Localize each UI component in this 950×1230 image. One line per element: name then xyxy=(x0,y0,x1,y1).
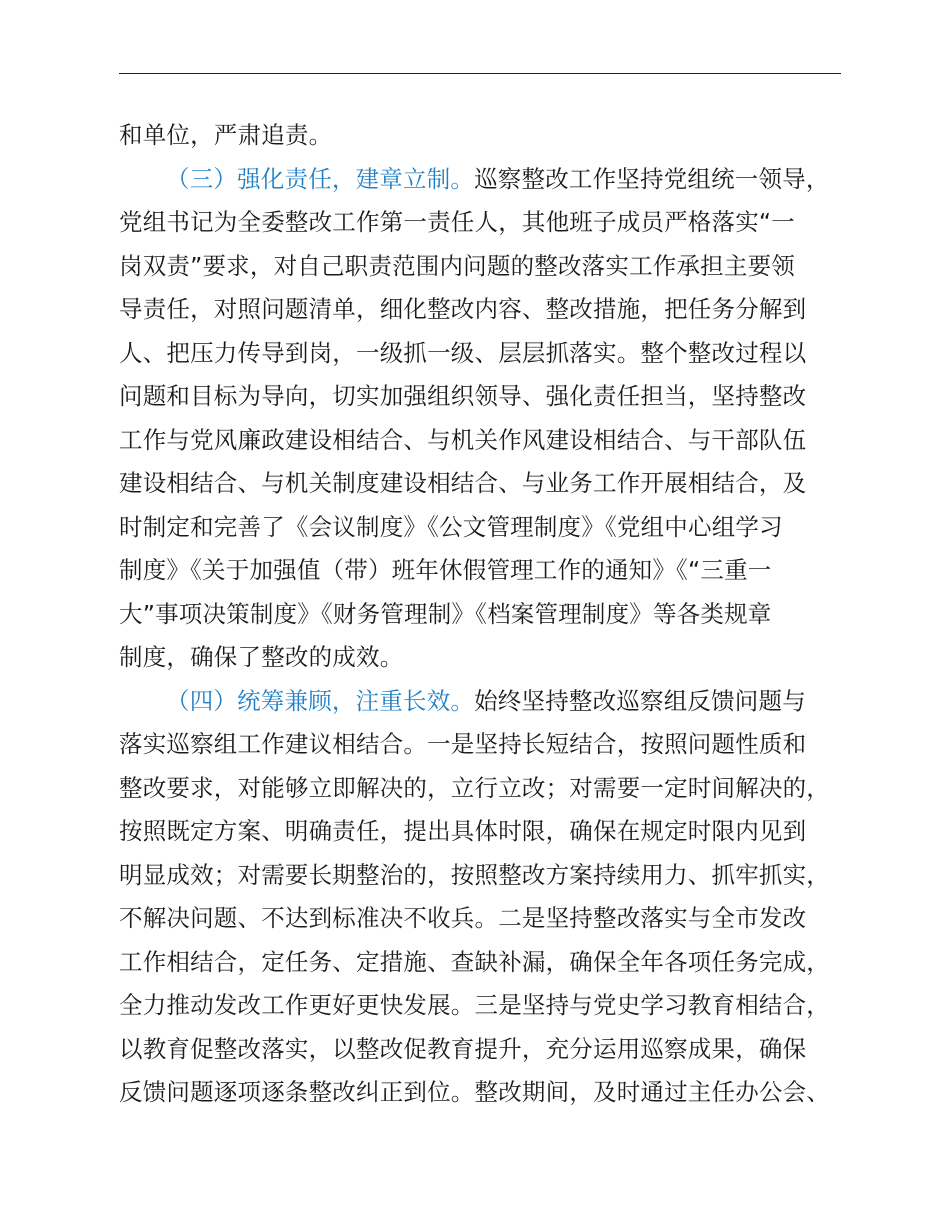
text-line: 党组书记为全委整改工作第一责任人，其他班子成员严格落实“一 xyxy=(119,208,795,236)
text-line: 人、把压力传导到岗，一级抓一级、层层抓落实。整个整改过程以 xyxy=(119,338,807,367)
text-line: 建设相结合、与机关制度建设相结合、与业务工作开展相结合，及 xyxy=(119,469,807,497)
text-line: 不解决问题、不达到标准决不收兵。二是坚持整改落实与全市发改 xyxy=(119,904,807,932)
paragraph-line xyxy=(119,158,859,202)
text-line: 大”事项决策制度》《财务管理制》《档案管理制度》等各类规章 xyxy=(119,599,772,628)
text-line: 全力推动发改工作更好更快发展。三是坚持与党史学习教育相结合， xyxy=(119,991,830,1019)
text-line: 和单位，严肃追责。 xyxy=(119,121,333,149)
paragraph-line xyxy=(119,680,859,724)
text-line: 时制定和完善了《会议制度》《公文管理制度》《党组中心组学习 xyxy=(119,512,783,541)
text-line: 制度，确保了整改的成效。 xyxy=(119,643,404,671)
section-heading-3: （三）强化责任，建章立制。 xyxy=(166,164,475,193)
text-line: 以教育促整改落实，以整改促教育提升，充分运用巡察成果，确保 xyxy=(119,1034,807,1063)
text-line: 落实巡察组工作建议相结合。一是坚持长短结合，按照问题性质和 xyxy=(119,730,807,758)
header-rule xyxy=(119,73,841,74)
text-line: 导责任，对照问题清单，细化整改内容、整改措施，把任务分解到 xyxy=(119,295,807,323)
text-line: 整改要求，对能够立即解决的，立行立改；对需要一定时间解决的， xyxy=(119,773,830,802)
text-line: 工作与党风廉政建设相结合、与机关作风建设相结合、与干部队伍 xyxy=(119,425,807,454)
paragraph-text: 巡察整改工作坚持党组统一领导， xyxy=(474,164,830,193)
document-body xyxy=(119,114,859,1115)
text-line: 制度》《关于加强值（带）班年休假管理工作的通知》《“三重一 xyxy=(119,556,772,584)
text-line: 按照既定方案、明确责任，提出具体时限，确保在规定时限内见到 xyxy=(119,817,807,845)
text-line: 反馈问题逐项逐条整改纠正到位。整改期间，及时通过主任办公会、 xyxy=(119,1078,830,1106)
paragraph-text: 始终坚持整改巡察组反馈问题与 xyxy=(474,686,806,715)
section-heading-4: （四）统筹兼顾，注重长效。 xyxy=(166,686,475,715)
text-line: 明显成效；对需要长期整治的，按照整改方案持续用力、抓牢抓实， xyxy=(119,860,830,889)
text-line: 问题和目标为导向，切实加强组织领导、强化责任担当，坚持整改 xyxy=(119,382,807,410)
text-line: 工作相结合，定任务、定措施、查缺补漏，确保全年各项任务完成， xyxy=(119,947,830,976)
text-line: 岗双责”要求，对自己职责范围内问题的整改落实工作承担主要领 xyxy=(119,251,795,280)
